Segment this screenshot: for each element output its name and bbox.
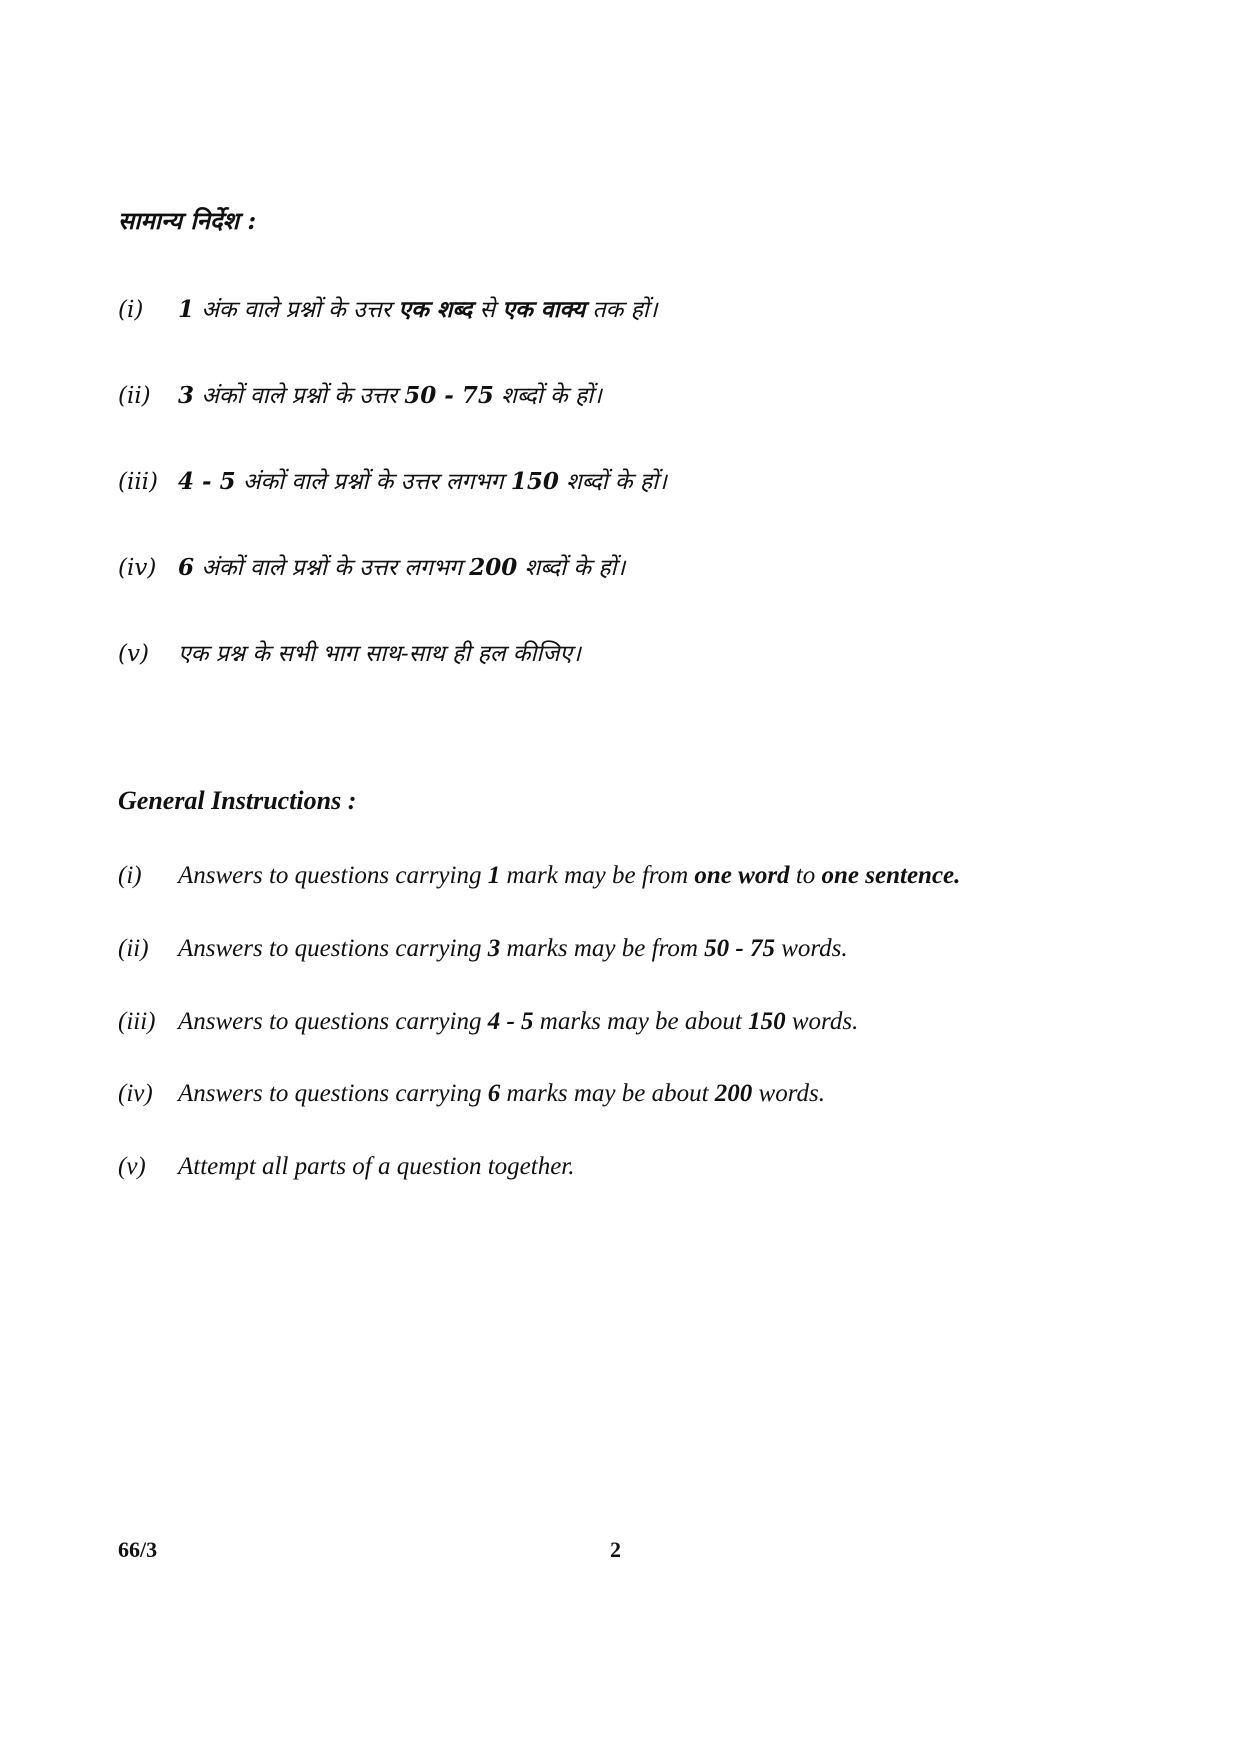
english-instructions-heading: General Instructions : (118, 786, 357, 815)
hindi-instruction-5 (118, 636, 1138, 668)
item-number: (v) (118, 1153, 146, 1180)
english-instruction-5 (118, 1153, 1138, 1181)
instruction-text: Answers to questions carrying 4 - 5 marks may be about 150 words. (178, 1008, 859, 1035)
hindi-instruction-2 (118, 378, 1138, 410)
hindi-instruction-3 (118, 464, 1138, 496)
item-number: (iii) (118, 469, 159, 495)
item-number: (i) (118, 297, 144, 323)
instruction-text: 6 अंकों वाले प्रश्नों के उत्तर लगभग 200 शब्दों के हों। (178, 554, 626, 581)
hindi-instruction-1 (118, 292, 1138, 324)
instruction-text: Attempt all parts of a question together. (178, 1153, 575, 1180)
hindi-instructions-heading: सामान्य निर्देश : (118, 206, 257, 235)
instruction-text: Answers to questions carrying 6 marks may be about 200 words. (178, 1080, 825, 1107)
instruction-text: 4 - 5 अंकों वाले प्रश्नों के उत्तर लगभग 150 शब्दों के हों। (178, 468, 667, 495)
page-number: 2 (610, 1537, 621, 1562)
instruction-text: 1 अंक वाले प्रश्नों के उत्तर एक शब्द से एक वाक्य तक हों। (178, 296, 658, 323)
english-instruction-4 (118, 1080, 1138, 1108)
instruction-text: Answers to questions carrying 1 mark may be from one word to one sentence. (178, 862, 961, 889)
hindi-instruction-4 (118, 550, 1138, 582)
instruction-text: एक प्रश्न के सभी भाग साथ-साथ ही हल कीजिए। (178, 641, 581, 667)
item-number: (iv) (118, 1080, 153, 1107)
item-number: (v) (118, 641, 149, 667)
instruction-text: 3 अंकों वाले प्रश्नों के उत्तर 50 - 75 शब्दों के हों। (178, 382, 602, 409)
item-number: (ii) (118, 383, 151, 409)
item-number: (iv) (118, 555, 157, 581)
item-number: (i) (118, 862, 142, 889)
paper-code: 66/3 (118, 1537, 158, 1562)
instruction-text: Answers to questions carrying 3 marks may be from 50 - 75 words. (178, 935, 848, 962)
english-instruction-1 (118, 862, 1138, 890)
item-number: (ii) (118, 935, 149, 962)
item-number: (iii) (118, 1008, 156, 1035)
english-instruction-3 (118, 1008, 1138, 1036)
english-instruction-2 (118, 935, 1138, 963)
